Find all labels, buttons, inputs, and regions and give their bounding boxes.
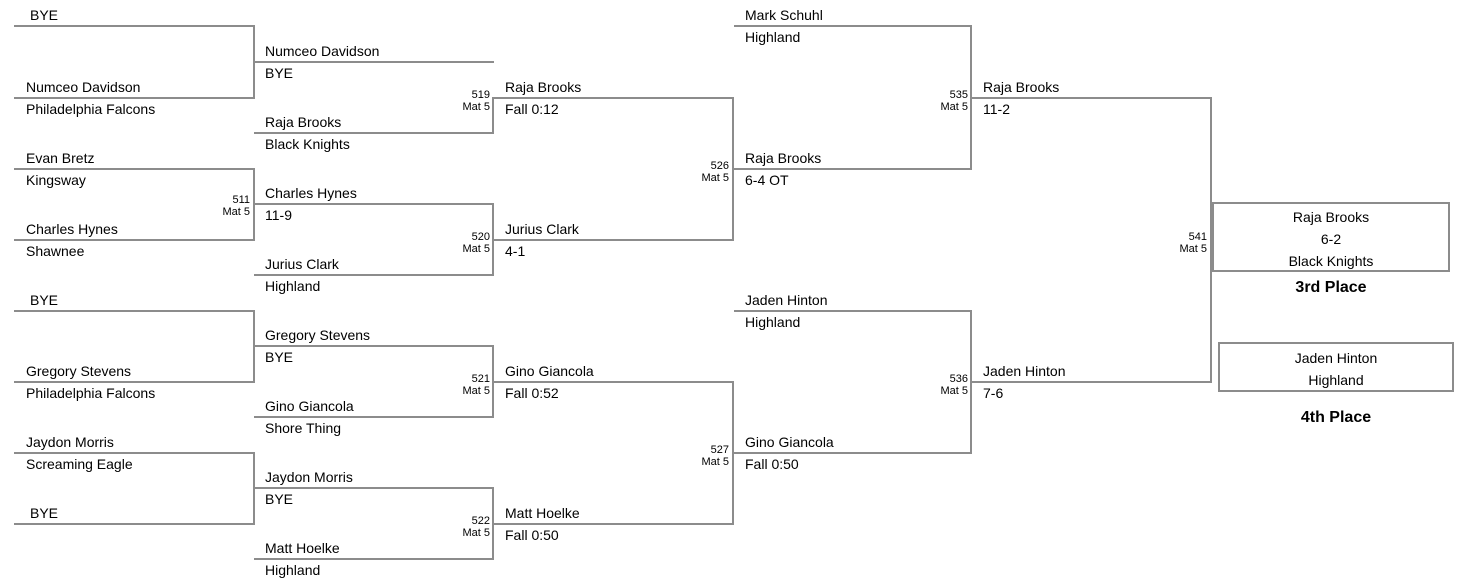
wrestler-team: Screaming Eagle	[26, 456, 133, 472]
bout-label: 535 Mat 5	[940, 89, 968, 113]
bracket-line	[14, 239, 254, 241]
fourth-place-team: Highland	[1308, 372, 1364, 388]
wrestler-name: BYE	[30, 292, 59, 308]
wrestler-name: Gino Giancola	[745, 434, 834, 450]
wrestler-name: Charles Hynes	[265, 185, 357, 201]
fourth-place-box	[1218, 342, 1454, 392]
wrestler-name: Raja Brooks	[265, 114, 342, 130]
wrestler-name: Raja Brooks	[505, 79, 582, 95]
wrestler-name: Raja Brooks	[745, 150, 822, 166]
match-result: 4-1	[505, 243, 526, 259]
bout-label: 527 Mat 5	[701, 444, 729, 468]
match-result: 6-4 OT	[745, 172, 789, 188]
wrestler-name: Gregory Stevens	[26, 363, 132, 379]
wrestler-name: Jaden Hinton	[745, 292, 828, 308]
wrestler-team: Kingsway	[26, 172, 86, 188]
bracket-line	[14, 97, 254, 99]
bracket-line	[734, 310, 972, 312]
match-result: Fall 0:50	[505, 527, 559, 543]
wrestler-name: Jurius Clark	[265, 256, 339, 272]
match-result: 11-9	[265, 207, 292, 223]
match-result: Fall 0:52	[505, 385, 559, 401]
wrestler-team: Philadelphia Falcons	[26, 385, 156, 401]
match-result: BYE	[265, 491, 294, 507]
wrestler-name: Raja Brooks	[983, 79, 1060, 95]
wrestler-name: Gino Giancola	[265, 398, 354, 414]
third-place-score: 6-2	[1320, 231, 1342, 247]
bracket-line	[494, 523, 734, 525]
bout-label: 522 Mat 5	[462, 515, 490, 539]
wrestler-name: Jaydon Morris	[26, 434, 114, 450]
wrestler-name: Numceo Davidson	[265, 43, 380, 59]
bracket-line	[254, 345, 494, 347]
bracket-line	[972, 381, 1212, 383]
wrestler-name: Gregory Stevens	[265, 327, 371, 343]
bracket-line	[14, 452, 254, 454]
wrestler-team: Highland	[265, 278, 321, 294]
bracket-line	[254, 203, 494, 205]
third-place-name: Raja Brooks	[1292, 209, 1370, 225]
bracket-line	[14, 523, 254, 525]
wrestler-name: BYE	[30, 505, 59, 521]
bracket-line	[14, 381, 254, 383]
bout-label: 536 Mat 5	[940, 373, 968, 397]
wrestler-team: Highland	[745, 29, 801, 45]
bracket-line	[492, 97, 494, 134]
bout-label: 521 Mat 5	[462, 373, 490, 397]
bout-label: 520 Mat 5	[462, 231, 490, 255]
third-place-team: Black Knights	[1288, 253, 1374, 269]
bracket-line	[734, 452, 972, 454]
wrestler-name: Jurius Clark	[505, 221, 579, 237]
wrestler-team: Shawnee	[26, 243, 85, 259]
third-place-label: 3rd Place	[1295, 279, 1367, 296]
match-result: 7-6	[983, 385, 1004, 401]
wrestler-team: Highland	[745, 314, 801, 330]
wrestler-name: Jaden Hinton	[983, 363, 1066, 379]
bracket-line	[254, 61, 494, 63]
bracket-line	[734, 25, 972, 27]
bout-label: 511 Mat 5	[222, 194, 250, 218]
wrestler-name: Gino Giancola	[505, 363, 594, 379]
wrestler-name: Jaydon Morris	[265, 469, 353, 485]
bout-label: 526 Mat 5	[701, 160, 729, 184]
fourth-place-name: Jaden Hinton	[1294, 350, 1378, 366]
wrestler-name: BYE	[30, 7, 59, 23]
bracket-line	[14, 310, 254, 312]
bout-label: 541 Mat 5	[1179, 231, 1207, 255]
wrestler-name: Matt Hoelke	[505, 505, 580, 521]
match-result: Fall 0:50	[745, 456, 799, 472]
match-result: BYE	[265, 349, 294, 365]
bout-label: 519 Mat 5	[462, 89, 490, 113]
bracket-line	[14, 25, 254, 27]
match-result: 11-2	[983, 101, 1010, 117]
bracket-line	[494, 239, 734, 241]
bracket-line	[254, 274, 494, 276]
wrestler-name: Evan Bretz	[26, 150, 95, 166]
bracket-line	[254, 132, 494, 134]
bracket-line	[494, 381, 734, 383]
wrestler-team: Shore Thing	[265, 420, 342, 436]
bracket-line	[14, 168, 254, 170]
bracket-line	[972, 97, 1212, 99]
bracket-line	[494, 97, 734, 99]
match-result: Fall 0:12	[505, 101, 559, 117]
bracket-line	[254, 558, 494, 560]
wrestler-name: Matt Hoelke	[265, 540, 340, 556]
third-place-box	[1212, 202, 1450, 272]
bracket-line	[254, 416, 494, 418]
match-result: BYE	[265, 65, 294, 81]
wrestler-team: Highland	[265, 562, 321, 578]
bracket-line	[734, 168, 972, 170]
bracket-line	[254, 487, 494, 489]
wrestler-name: Charles Hynes	[26, 221, 118, 237]
wrestler-team: Black Knights	[265, 136, 350, 152]
wrestler-name: Mark Schuhl	[745, 7, 823, 23]
wrestler-name: Numceo Davidson	[26, 79, 141, 95]
fourth-place-label: 4th Place	[1300, 409, 1372, 426]
wrestler-team: Philadelphia Falcons	[26, 101, 156, 117]
